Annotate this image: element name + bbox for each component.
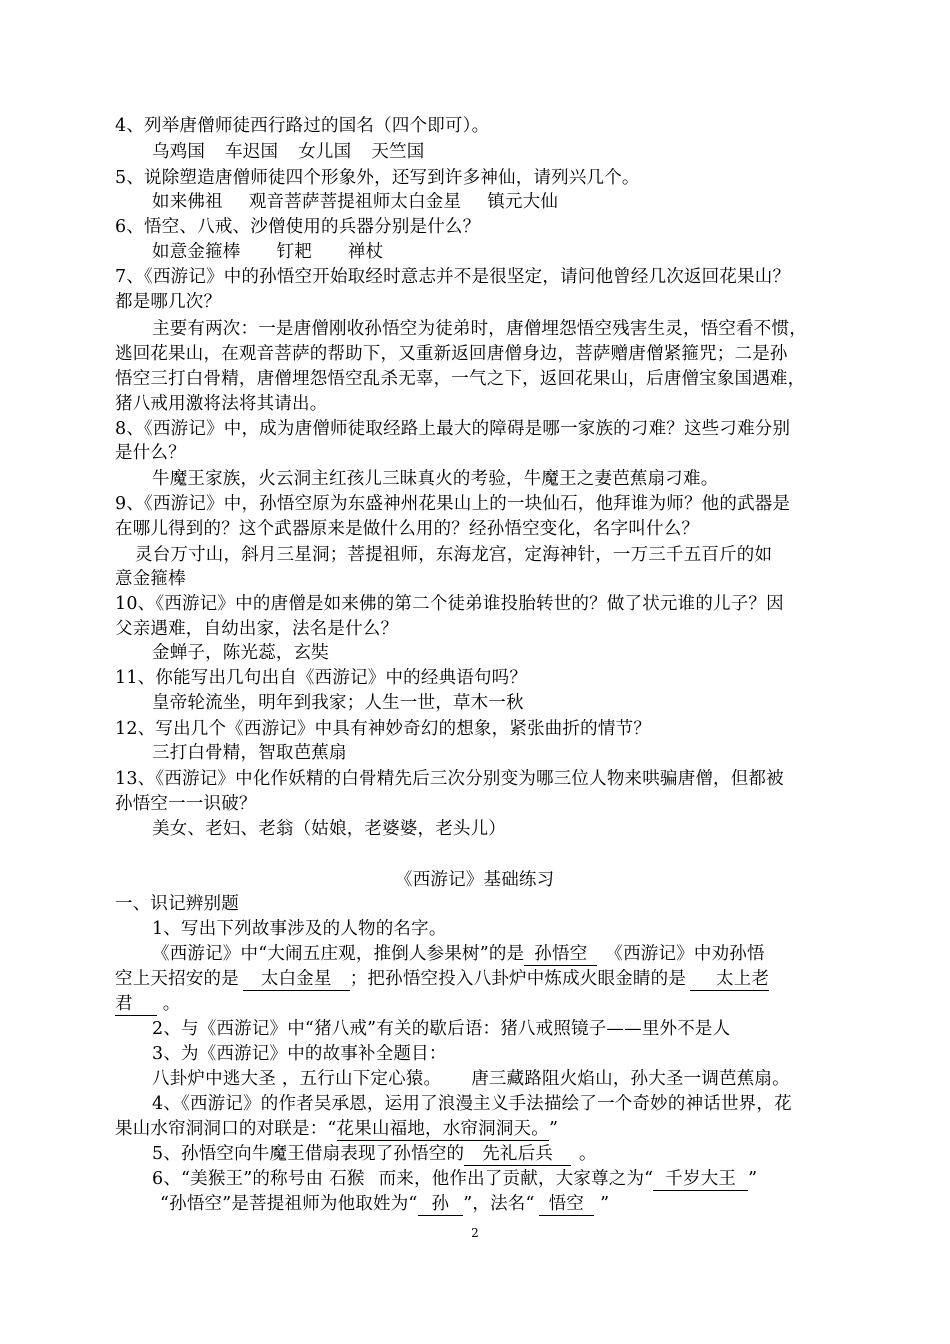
exercise-text: 空上天招安的是 [115,969,239,989]
exercise-text: 《西游记》中劝孙悟 [605,944,765,964]
exercise-title: 《西游记》基础练习 [395,870,555,890]
answer-blank: 孙 [418,1193,464,1216]
answer-7-line2: 逃回花果山，在观音菩萨的帮助下，又重新返回唐僧身边，菩萨赠唐僧紧箍咒；二是孙 [115,344,788,364]
question-7-line2: 都是哪几次？ [115,292,222,312]
answer-blank: 孙悟空 [524,943,597,966]
exercise-text: ” [600,1194,610,1214]
answer-blank: 先礼后兵 [464,1143,571,1166]
exercise-text: ，五行山下定心猿。 [281,1069,442,1089]
exercise-1-line3 [115,991,180,1017]
exercise-text: ；把孙悟空投入八卦炉中炼成火眼金睛的是 [349,969,687,989]
question-10-line2: 父亲遇难，自幼出家，法名是什么？ [115,619,399,639]
exercise-text: 。 [579,1144,597,1164]
answer-blank: 悟空 [539,1193,594,1216]
exercise-3-answer [152,1066,790,1092]
question-11: 11、你能写出几句出自《西游记》中的经典语句吗？ [115,668,528,688]
exercise-2: 2、与《西游记》中“猪八戒”有关的歇后语：猪八戒照镜子——里外不是人 [152,1019,731,1039]
question-13-line1: 13、《西游记》中化作妖精的白骨精先后三次分别变为哪三位人物来哄骗唐僧，但都被 [115,769,784,789]
answer-10: 金蝉子，陈光蕊，玄奘 [152,643,329,663]
answer-13: 美女、老妇、老翁（姑娘，老婆婆，老头儿） [152,819,506,839]
answer-6-item: 如意金箍棒 [152,242,241,262]
exercise-1-line1 [152,941,765,967]
answer-blank: 君 [115,993,157,1016]
answer-blank: 太白金星 [243,968,350,991]
answer-4-item: 天竺国 [371,142,425,162]
exercise-text: 果山水帘洞洞口的对联是：“ [115,1119,337,1139]
answer-9-line1: 灵台万寸山，斜月三星洞；菩提祖师，东海龙宫，定海神针，一万三千五百斤的如 [135,545,773,565]
answer-11: 皇帝轮流坐，明年到我家；人生一世，草木一秋 [152,693,524,713]
section-heading: 一、识记辨别题 [115,894,239,914]
answer-6-item: 禅杖 [347,242,384,262]
answer-5-item: 观音菩萨菩提祖师太白金星 [248,192,462,212]
answer-9-line2: 意金箍棒 [115,569,186,589]
question-10-line1: 10、《西游记》中的唐僧是如来佛的第二个徒弟谁投胎转世的？做了状元谁的儿子？因 [115,594,784,614]
answer-7-line1: 主要有两次：一是唐僧刚收孙悟空为徒弟时，唐僧埋怨悟空残害生灵，悟空看不惯， [152,319,807,339]
exercise-4-line1: 4、《西游记》的作者吴承恩，运用了浪漫主义手法描绘了一个奇妙的神话世界，花 [152,1094,792,1114]
exercise-text: 唐三藏路阻火焰山，孙大圣一调芭蕉扇。 [471,1069,790,1089]
exercise-text: 5、孙悟空向牛魔王借扇表现了孙悟空的 [152,1144,465,1164]
exercise-1: 1、写出下列故事涉及的人物的名字。 [152,919,447,939]
answer-5-item: 如来佛祖 [152,192,223,212]
question-9-line1: 9、《西游记》中，孙悟空原为东盛神州花果山上的一块仙石，他拜谁为师？他的武器是 [115,494,791,514]
answer-7-line4: 猪八戒用激将法将其请出。 [115,394,328,414]
exercise-text: ” [548,1119,559,1139]
answer-4-item: 女儿国 [298,142,352,162]
question-7-line1: 7、《西游记》中的孙悟空开始取经时意志并不是很坚定，请问他曾经几次返回花果山？ [115,267,791,287]
question-9-line2: 在哪儿得到的？这个武器原来是做什么用的？经孙悟空变化，名字叫什么？ [115,519,700,539]
answer-7-line3: 悟空三打白骨精，唐僧埋怨悟空乱杀无辜，一气之下，返回花果山，后唐僧宝象国遇难， [115,369,806,389]
exercise-6 [152,1166,757,1192]
exercise-3: 3、为《西游记》中的故事补全题目： [152,1044,447,1064]
question-6: 6、悟空、八戒、沙僧使用的兵器分别是什么？ [115,217,481,237]
answer-12: 三打白骨精，智取芭蕉扇 [152,743,347,763]
page-number: 2 [471,1226,479,1240]
question-8-line1: 8、《西游记》中，成为唐僧师徒取经路上最大的障碍是哪一家族的刁难？这些刁难分别 [115,419,791,439]
answer-blank: 千岁大王 [653,1168,748,1191]
answer-blank: 花果山福地，水帘洞洞天。 [336,1119,549,1139]
answer-4 [152,139,424,165]
exercise-text: 石猴 [329,1169,365,1189]
exercise-5 [152,1141,597,1167]
exercise-text: 而来，他作出了贡献，大家尊之为“ [378,1169,654,1189]
exercise-text: 《西游记》中“大闹五庄观，推倒人参果树”的是 [152,944,525,964]
exercise-text: 6、“美猴王”的称号由 [152,1169,324,1189]
exercise-text: ” [748,1169,758,1189]
exercise-4-line2 [115,1116,558,1142]
exercise-text: ”，法名“ [463,1194,535,1214]
exercise-text: “孙悟空”是菩提祖师为他取姓为“ [160,1194,418,1214]
question-13-line2: 孙悟空一一识破？ [115,794,257,814]
exercise-1-line2 [115,966,769,992]
answer-6-item: 钉耙 [276,242,312,262]
answer-4-item: 乌鸡国 [152,142,206,162]
question-5: 5、说除塑造唐僧师徒四个形象外，还写到许多神仙，请列兴几个。 [115,168,640,188]
question-4: 4、列举唐僧师徒西行路过的国名（四个即可）。 [115,116,490,136]
answer-4-item: 车迟国 [225,142,279,162]
answer-6 [152,239,383,265]
answer-5-item: 镇元大仙 [487,192,559,212]
question-12: 12、写出几个《西游记》中具有神妙奇幻的想象，紧张曲折的情节？ [115,719,651,739]
question-8-line2: 是什么？ [115,443,186,463]
exercise-text: 八卦炉中逃大圣 [152,1069,276,1089]
answer-5 [152,189,558,215]
answer-8: 牛魔王家族，火云洞主红孩儿三昧真火的考验，牛魔王之妻芭蕉扇刁难。 [152,469,719,489]
exercise-text: 。 [162,994,181,1014]
answer-blank: 太上老 [690,968,769,991]
exercise-7 [160,1191,609,1217]
